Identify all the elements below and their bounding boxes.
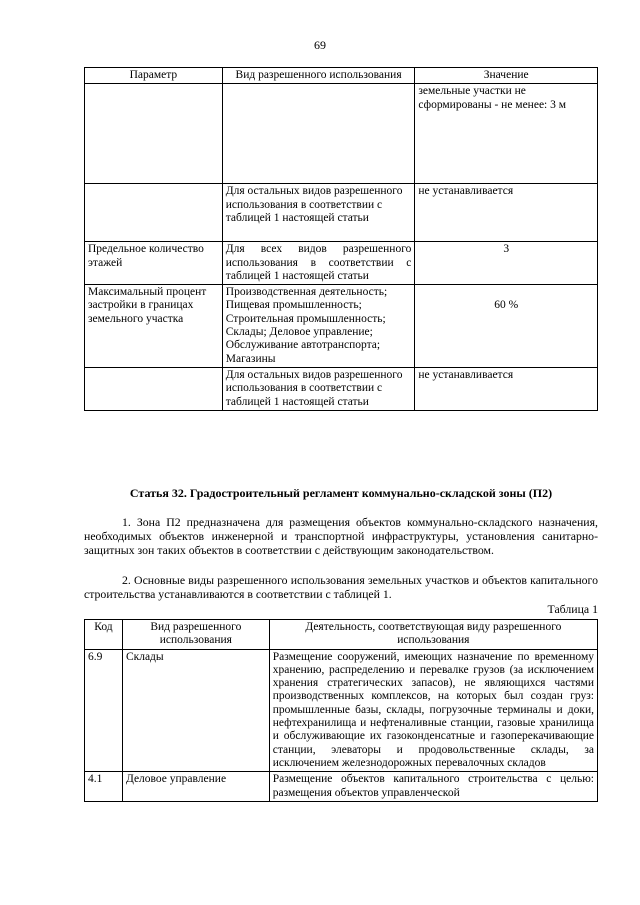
cell-use: Производственная деятельность; Пищевая промышленность; Строительная промышленность; Склады; Деловое управление; Обслуживание автотранспорта; Магазины: [222, 285, 415, 368]
table-label: Таблица 1: [547, 602, 598, 616]
table-header-row: [85, 620, 598, 650]
cell-param: Максимальный процент застройки в границах земельного участка: [85, 285, 223, 368]
parameters-table: [84, 67, 598, 411]
cell-value: не устанавливается: [415, 367, 598, 410]
table-row: [85, 367, 598, 410]
permitted-uses-table: [84, 619, 598, 802]
header-use-type: Вид разрешенного использования: [122, 620, 269, 650]
cell-param: [85, 184, 223, 242]
cell-value: земельные участки не сформированы - не менее: 3 м: [415, 84, 598, 184]
cell-use: Для всех видов разрешенного использования в соответствии с таблицей 1 настоящей статьи: [222, 242, 415, 285]
cell-activity: Размещение сооружений, имеющих назначение по временному хранению, распределению и перевалке грузов (за исключением хранения стратегических запасов), не являющихся частями производственных комплексов, на которых был создан груз: промышленные базы, склады, погрузочные терминалы и доки, нефтехранилища и нефтеналивные станции, газовые хранилища и обслуживающие их газоконденсатные и газоперекачивающие станции, элеваторы и продовольственные склады, за исключением железнодорожных перевалочных складов: [269, 649, 597, 772]
cell-activity: Размещение объектов капитального строительства с целью: размещения объектов управленческой: [269, 772, 597, 802]
table-row: [85, 84, 598, 184]
table-row: [85, 649, 598, 772]
cell-code: 4.1: [85, 772, 123, 802]
cell-use: Склады: [122, 649, 269, 772]
header-code: Код: [85, 620, 123, 650]
cell-use: [222, 84, 415, 184]
table-row: [85, 184, 598, 242]
cell-param: [85, 367, 223, 410]
table-row: [85, 242, 598, 285]
header-parameter: Параметр: [85, 68, 223, 84]
cell-value: не устанавливается: [415, 184, 598, 242]
page-number: 69: [314, 38, 326, 52]
paragraph: 1. Зона П2 предназначена для размещения объектов коммунально-складского назначения, необходимых объектов инженерной и транспортной инфраструктуры, установления санитарно-защитных зон таких объектов в соответствии с действующим законодательством.: [84, 515, 598, 558]
header-use-type: Вид разрешенного использования: [222, 68, 415, 84]
table-row: [85, 772, 598, 802]
cell-value: 60 %: [415, 285, 598, 368]
paragraph: 2. Основные виды разрешенного использования земельных участков и объектов капитального строительства устанавливаются в соответствии с таблицей 1.: [84, 573, 598, 602]
article-heading: Статья 32. Градостроительный регламент коммунально-складской зоны (П2): [129, 486, 553, 500]
cell-param: Предельное количество этажей: [85, 242, 223, 285]
header-activity: Деятельность, соответствующая виду разрешенного использования: [269, 620, 597, 650]
table-header-row: [85, 68, 598, 84]
cell-param: [85, 84, 223, 184]
cell-use: Для остальных видов разрешенного использования в соответствии с таблицей 1 настоящей статьи: [222, 367, 415, 410]
table-row: [85, 285, 598, 368]
header-value: Значение: [415, 68, 598, 84]
cell-use: Деловое управление: [122, 772, 269, 802]
cell-code: 6.9: [85, 649, 123, 772]
cell-value: 3: [415, 242, 598, 285]
cell-use: Для остальных видов разрешенного использования в соответствии с таблицей 1 настоящей статьи: [222, 184, 415, 242]
